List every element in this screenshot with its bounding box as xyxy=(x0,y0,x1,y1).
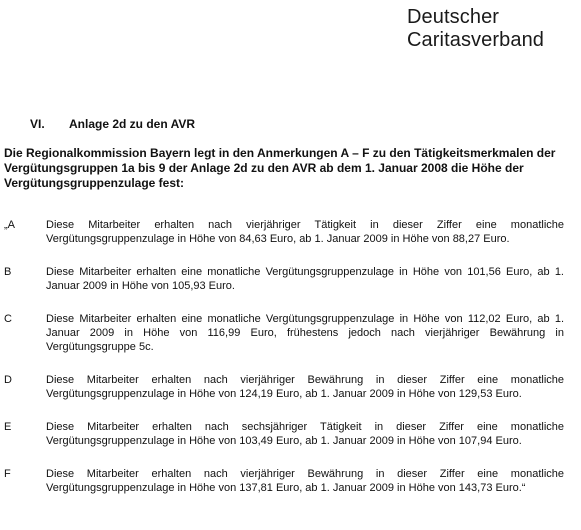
note-item xyxy=(4,312,564,354)
note-item xyxy=(4,218,564,246)
note-letter: C xyxy=(4,313,12,325)
note-letter: D xyxy=(4,374,12,386)
note-letter: „A xyxy=(4,219,15,231)
notes-list xyxy=(4,218,564,514)
note-item xyxy=(4,265,564,293)
intro-paragraph: Die Regionalkommission Bayern legt in den Anmerkungen A – F zu den Tätigkeitsmerkmalen der Vergütungsgruppen 1a bis 9 der Anlage 2d zu den AVR ab dem 1. Januar 2008 die Höhe der Vergütungsgruppenzulage fest: xyxy=(4,146,556,190)
section-title: Anlage 2d zu den AVR xyxy=(69,117,196,131)
note-letter: B xyxy=(4,266,12,278)
note-item xyxy=(4,373,564,401)
note-text: Diese Mitarbeiter erhalten nach vierjähriger Bewährung in dieser Ziffer eine monatliche Vergütungsgruppenzulage in Höhe von 137,81 Euro, ab 1. Januar 2009 in Höhe von 143,73 Euro.“ xyxy=(46,468,564,494)
note-text: Diese Mitarbeiter erhalten nach sechsjähriger Tätigkeit in dieser Ziffer eine monatliche Vergütungsgruppenzulage in Höhe von 103,49 Euro, ab 1. Januar 2009 in Höhe von 107,94 Euro. xyxy=(46,421,564,447)
organization-name-line2: Caritasverband xyxy=(407,29,545,51)
note-letter: E xyxy=(4,421,12,433)
note-text: Diese Mitarbeiter erhalten eine monatliche Vergütungsgruppenzulage in Höhe von 112,02 Euro, ab 1. Januar 2009 in Höhe von 116,99 Euro, frühestens jedoch nach vierjähriger Bewährung in Vergütungsgruppe 5c. xyxy=(46,313,564,353)
section-number: VI. xyxy=(30,117,45,131)
note-letter: F xyxy=(4,468,11,480)
organization-logo xyxy=(407,6,544,52)
note-item xyxy=(4,467,564,495)
note-text: Diese Mitarbeiter erhalten nach vierjähriger Bewährung in dieser Ziffer eine monatliche Vergütungsgruppenzulage in Höhe von 124,19 Euro, ab 1. Januar 2009 in Höhe von 129,53 Euro. xyxy=(46,374,564,400)
organization-name-line1: Deutscher xyxy=(407,6,500,28)
note-text: Diese Mitarbeiter erhalten eine monatliche Vergütungsgruppenzulage in Höhe von 101,56 Euro, ab 1. Januar 2009 in Höhe von 105,93 Euro. xyxy=(46,266,564,292)
section-heading xyxy=(30,117,195,131)
note-text: Diese Mitarbeiter erhalten nach vierjähriger Tätigkeit in dieser Ziffer eine monatliche Vergütungsgruppenzulage in Höhe von 84,63 Euro, ab 1. Januar 2009 in Höhe von 88,27 Euro. xyxy=(46,219,564,245)
note-item xyxy=(4,420,564,448)
